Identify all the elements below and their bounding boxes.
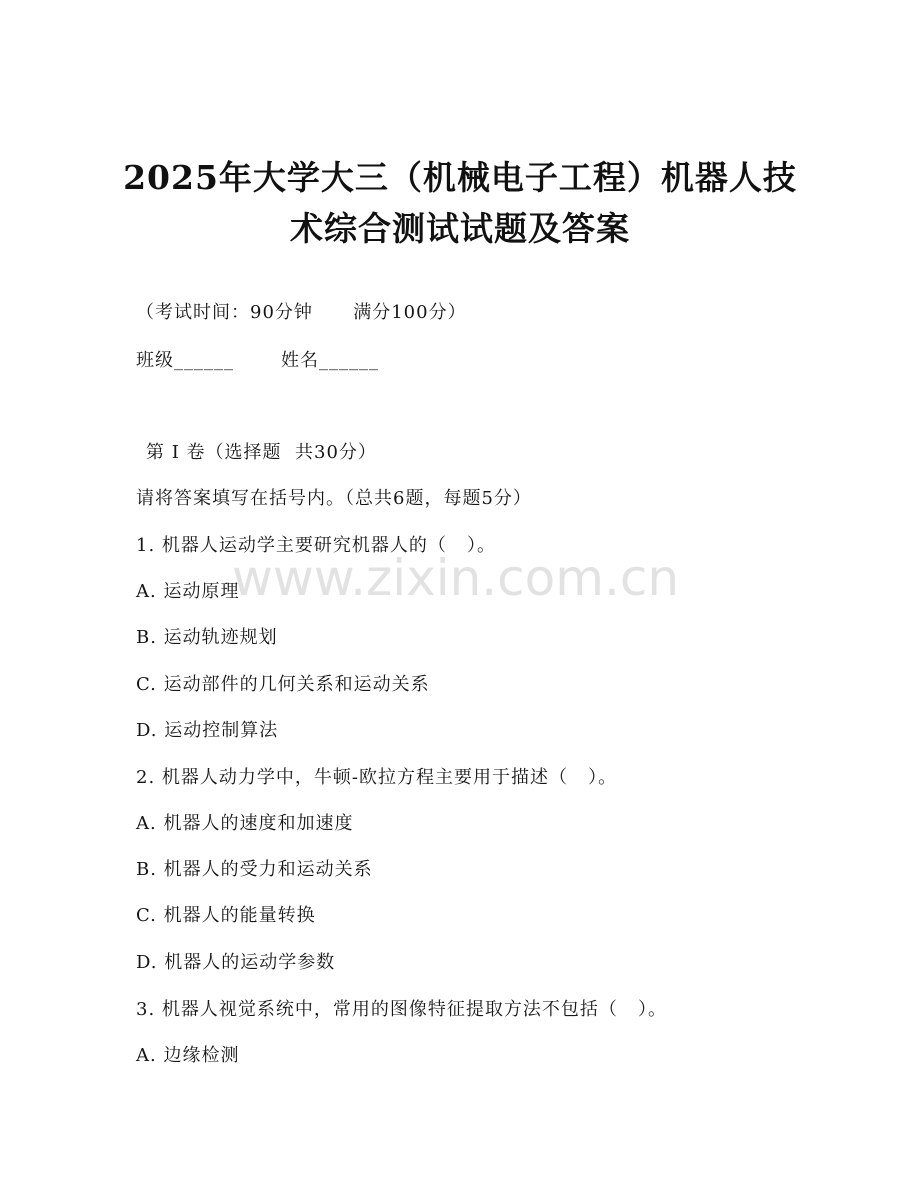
question-1-option-a: A. 运动原理 — [136, 581, 240, 602]
question-2-option-d: D. 机器人的运动学参数 — [136, 952, 336, 973]
exam-info: （考试时间：90分钟 满分100分） — [136, 302, 467, 323]
question-2-option-a: A. 机器人的速度和加速度 — [136, 813, 354, 834]
question-2-option-c: C. 机器人的能量转换 — [136, 905, 316, 926]
document-title-line-2: 术综合测试试题及答案 — [290, 209, 630, 248]
section-header: 第 I 卷（选择题 共30分） — [146, 442, 377, 463]
question-2-stem: 2. 机器人动力学中，牛顿-欧拉方程主要用于描述（ ）。 — [136, 767, 618, 788]
document-title-line-1: 2025年大学大三（机械电子工程）机器人技 — [123, 158, 797, 197]
question-3-option-a: A. 边缘检测 — [136, 1045, 240, 1066]
question-1-option-c: C. 运动部件的几何关系和运动关系 — [136, 674, 430, 695]
instructions: 请将答案填写在括号内。（总共6题，每题5分） — [136, 488, 532, 509]
watermark: www.zixin.com.cn — [232, 549, 680, 607]
question-3-stem: 3. 机器人视觉系统中，常用的图像特征提取方法不包括（ ）。 — [136, 999, 668, 1020]
question-2-option-b: B. 机器人的受力和运动关系 — [136, 859, 373, 880]
student-fields: 班级______ 姓名______ — [136, 350, 380, 371]
question-1-option-b: B. 运动轨迹规划 — [136, 627, 278, 648]
question-1-option-d: D. 运动控制算法 — [136, 720, 279, 741]
question-1-stem: 1. 机器人运动学主要研究机器人的（ ）。 — [136, 535, 497, 556]
